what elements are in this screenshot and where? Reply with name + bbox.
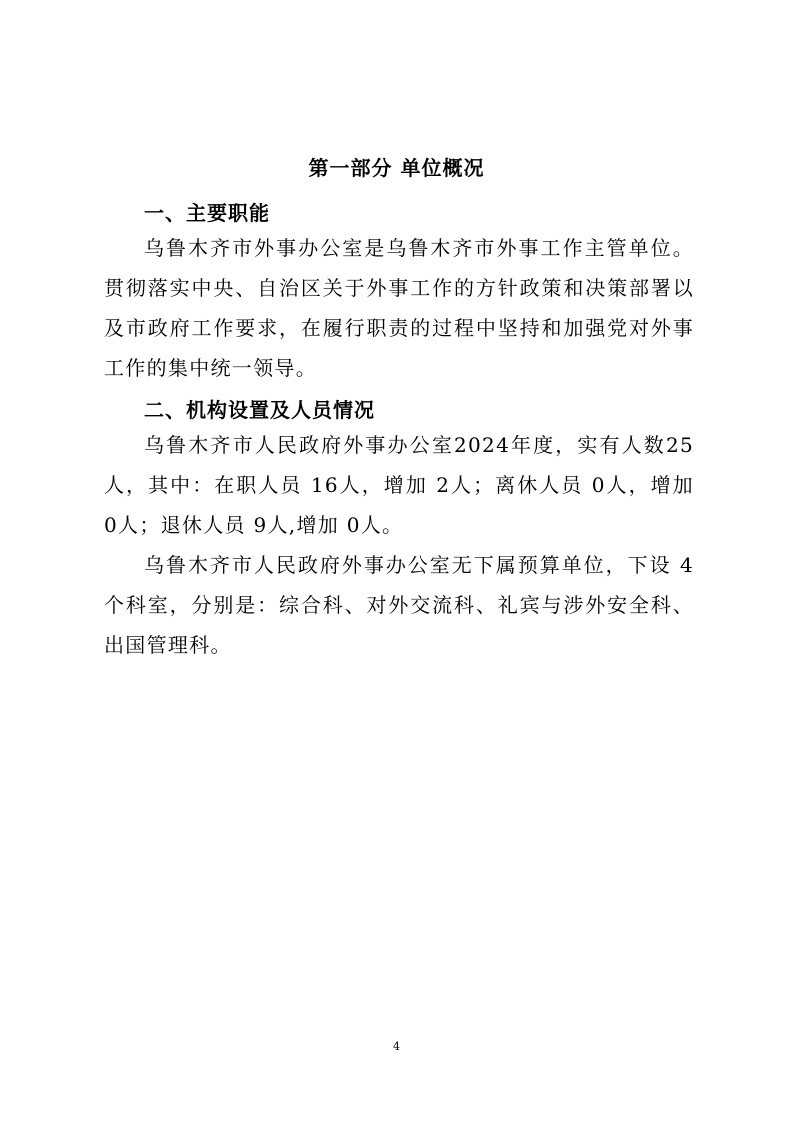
- paragraph-departments: 乌鲁木齐市人民政府外事办公室无下属预算单位，下设 4个科室，分别是：综合科、对外交流科、礼宾与涉外安全科、出国管理科。: [104, 553, 694, 657]
- paragraph-main-functions: 乌鲁木齐市外事办公室是乌鲁木齐市外事工作主管单位。贯彻落实中央、自治区关于外事工作的方针政策和决策部署以及市政府工作要求，在履行职责的过程中坚持和加强党对外事工作的集中统一领导。: [104, 236, 694, 380]
- section-heading-main-functions: 一、主要职能: [144, 201, 270, 225]
- section-heading-organization: 二、机构设置及人员情况: [144, 398, 375, 422]
- part-title: 第一部分 单位概况: [308, 156, 485, 180]
- paragraph-staffing: 乌鲁木齐市人民政府外事办公室2024年度，实有人数25人，其中：在职人员 16人，增加 2人；离休人员 0人，增加 0人；退休人员 9人,增加 0人。: [104, 433, 694, 537]
- page-number: 4: [393, 1040, 400, 1053]
